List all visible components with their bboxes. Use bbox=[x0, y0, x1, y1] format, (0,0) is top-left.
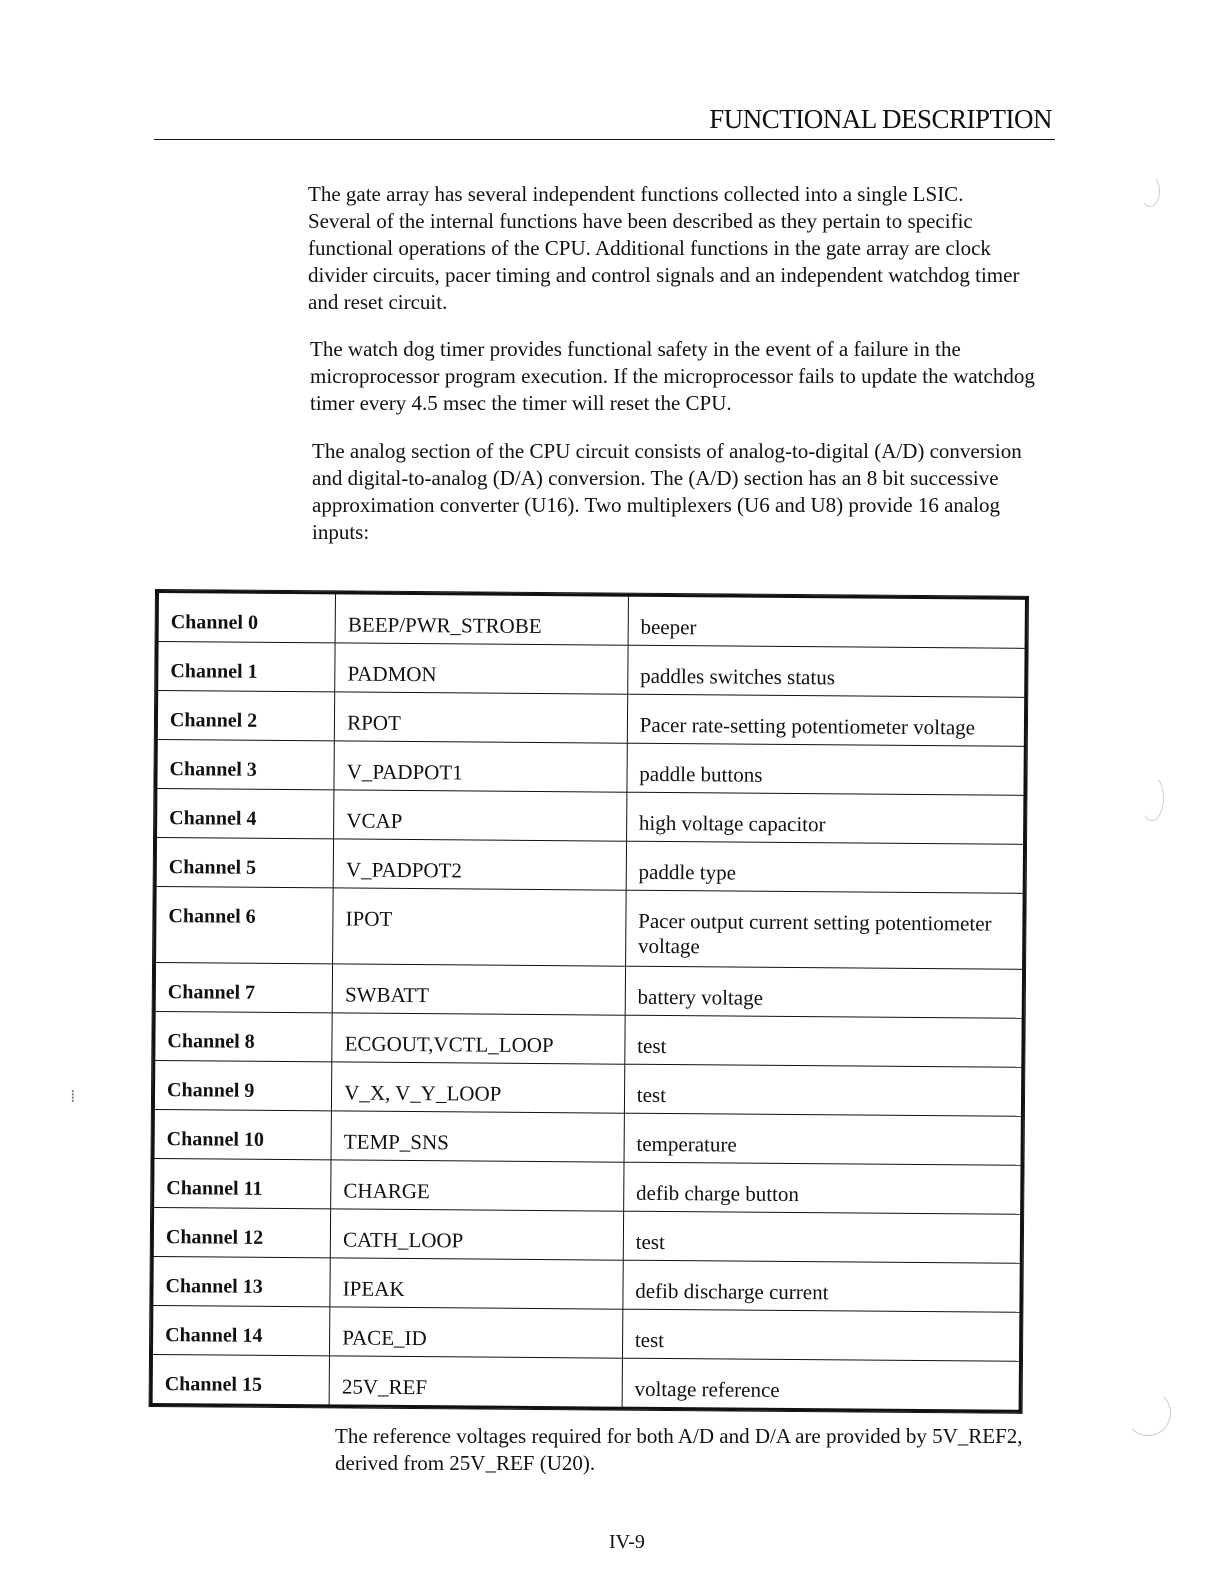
analog-channel-table bbox=[150, 590, 1028, 1413]
table-row bbox=[157, 642, 1026, 698]
channel-cell: Channel 2 bbox=[156, 691, 335, 741]
channel-cell: Channel 14 bbox=[151, 1305, 330, 1355]
channel-cell: Channel 3 bbox=[156, 740, 335, 790]
punch-hole-mark bbox=[1125, 1390, 1171, 1436]
table-row bbox=[151, 1354, 1020, 1411]
signal-cell: BEEP/PWR_STROBE bbox=[335, 593, 628, 645]
channel-cell: Channel 13 bbox=[152, 1256, 331, 1306]
table-row bbox=[156, 789, 1025, 845]
channel-cell: Channel 15 bbox=[151, 1354, 330, 1405]
header-divider bbox=[154, 139, 1055, 140]
description-cell: test bbox=[625, 1015, 1024, 1067]
signal-cell: TEMP_SNS bbox=[331, 1111, 624, 1162]
signal-cell: SWBATT bbox=[332, 964, 625, 1015]
description-cell: beeper bbox=[628, 595, 1027, 648]
table-row bbox=[153, 1158, 1022, 1214]
description-cell: paddle buttons bbox=[627, 743, 1026, 795]
margin-mark: ⁞ bbox=[70, 1086, 76, 1107]
section-header-title: FUNCTIONAL DESCRIPTION bbox=[709, 104, 1052, 134]
paragraph-analog-section: The analog section of the CPU circuit consists of analog-to-digital (A/D) conversion and digital-to-analog (D/A) conversion. The (A/D) section has an 8 bit successive approximation converter (U16). Two multiplexers (U6 and U8) provide 16 analog inputs: bbox=[312, 439, 1022, 544]
signal-cell: 25V_REF bbox=[329, 1356, 622, 1408]
signal-cell: RPOT bbox=[335, 692, 628, 743]
description-cell: high voltage capacitor bbox=[626, 792, 1025, 844]
channel-cell: Channel 12 bbox=[152, 1207, 331, 1257]
description-cell: paddle type bbox=[626, 841, 1025, 893]
description-cell: temperature bbox=[624, 1113, 1023, 1165]
channel-cell: Channel 8 bbox=[154, 1011, 333, 1061]
channel-cell: Channel 7 bbox=[154, 963, 333, 1013]
signal-cell: IPEAK bbox=[330, 1258, 623, 1309]
description-cell: Pacer rate-setting potentiometer voltage bbox=[627, 694, 1026, 746]
table-row bbox=[155, 887, 1025, 970]
description-text: Pacer output current setting potentiometer voltage bbox=[637, 908, 992, 959]
signal-cell: V_PADPOT2 bbox=[333, 839, 626, 890]
page-number: IV-9 bbox=[609, 1531, 645, 1553]
description-cell: battery voltage bbox=[625, 966, 1024, 1018]
signal-cell: V_X, V_Y_LOOP bbox=[332, 1062, 625, 1113]
signal-cell: IPOT bbox=[333, 888, 626, 966]
channel-cell: Channel 9 bbox=[153, 1060, 332, 1110]
signal-cell: PACE_ID bbox=[330, 1307, 623, 1358]
table-row bbox=[156, 691, 1025, 747]
signal-cell: CHARGE bbox=[331, 1160, 624, 1211]
punch-hole-mark bbox=[1140, 175, 1160, 207]
table-row bbox=[156, 740, 1025, 796]
table-row bbox=[153, 1109, 1022, 1165]
description-cell bbox=[625, 890, 1024, 969]
channel-cell: Channel 6 bbox=[155, 887, 334, 964]
description-cell: test bbox=[624, 1064, 1023, 1116]
paragraph-watchdog-timer: The watch dog timer provides functional safety in the event of a failure in the microprocessor program execution. If the microprocessor fails to update the watchdog timer every 4.5 msec the timer will reset the CPU. bbox=[310, 337, 1035, 415]
punch-hole-mark bbox=[1140, 775, 1164, 821]
description-cell: test bbox=[623, 1211, 1022, 1263]
table-row bbox=[153, 1060, 1022, 1116]
channel-cell: Channel 11 bbox=[153, 1158, 332, 1208]
signal-cell: ECGOUT,VCTL_LOOP bbox=[332, 1013, 625, 1064]
channel-cell: Channel 5 bbox=[155, 838, 334, 888]
description-cell: paddles switches status bbox=[627, 645, 1026, 697]
table-row bbox=[152, 1256, 1021, 1312]
table-row bbox=[154, 963, 1023, 1019]
signal-cell: CATH_LOOP bbox=[330, 1209, 623, 1260]
table-row bbox=[155, 838, 1024, 894]
description-cell: defib charge button bbox=[623, 1162, 1022, 1214]
description-cell: test bbox=[622, 1309, 1021, 1361]
channel-cell: Channel 1 bbox=[157, 642, 336, 692]
description-cell: voltage reference bbox=[622, 1358, 1021, 1411]
table-row bbox=[154, 1011, 1023, 1067]
paragraph-reference-voltages: The reference voltages required for both A/D and D/A are provided by 5V_REF2, derived from 25V_REF (U20). bbox=[335, 1424, 1023, 1475]
signal-cell: V_PADPOT1 bbox=[334, 741, 627, 792]
signal-cell: PADMON bbox=[335, 643, 628, 694]
table-row bbox=[151, 1305, 1020, 1361]
paragraph-gate-array: The gate array has several independent functions collected into a single LSIC. Several of the internal functions have been described as they pertain to specific functional operations of the CPU. Additional functions in the gate array are clock divider circuits, pacer timing and control signals and an independent watchdog timer and reset circuit. bbox=[308, 182, 1020, 314]
channel-cell: Channel 10 bbox=[153, 1109, 332, 1159]
channel-cell: Channel 0 bbox=[157, 592, 336, 643]
description-cell: defib discharge current bbox=[623, 1260, 1022, 1312]
table-row bbox=[152, 1207, 1021, 1263]
signal-cell: VCAP bbox=[334, 790, 627, 841]
channel-cell: Channel 4 bbox=[156, 789, 335, 839]
table-row bbox=[157, 592, 1026, 649]
